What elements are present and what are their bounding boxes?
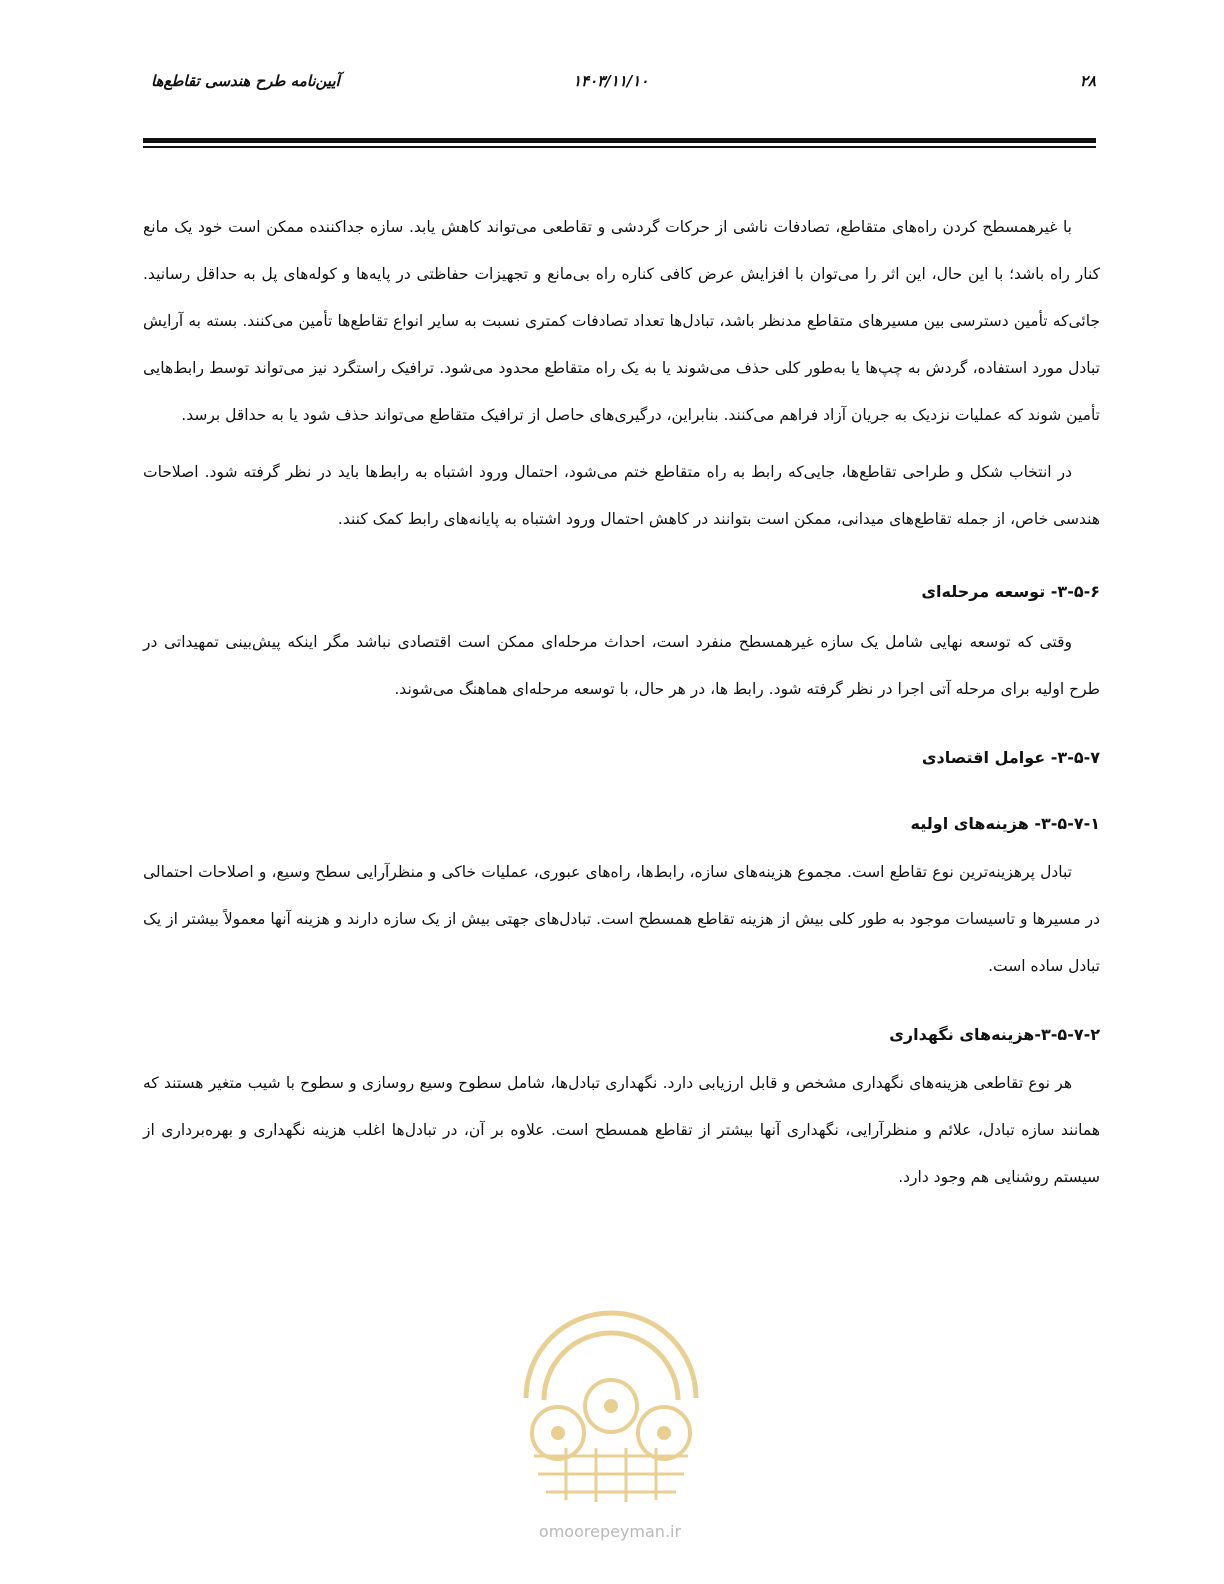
section-heading-economic-factors: ۳-۵-۷- عوامل اقتصادی — [921, 748, 1100, 767]
page-header — [143, 72, 1096, 102]
watermark-site: omoorepeyman.ir — [538, 1522, 682, 1541]
paragraph-initial-costs: تبادل پرهزینه‌ترین نوع تقاطع است. مجموع هزینه‌های سازه، رابط‌ها، راه‌های عبوری، عملیات خاکی و منظرآرایی سطح وسیع، و اصلاحات احتمالی در مسیرها و تاسیسات موجود به طور کلی بیش از هزینه تقاطع همسطح است. تبادل‌های جهتی بیش از یک سازه دارند و هزینه آنها معمولاً بیشتر از یک تبادل ساده است. — [143, 863, 1100, 975]
paragraph-grade-separation-safety: با غیرهمسطح کردن راه‌های متقاطع، تصادفات ناشی از حرکات گردشی و تقاطعی می‌تواند کاهش یابد. سازه جداکننده ممکن است خود یک مانع کنار راه باشد؛ با این حال، این اثر را می‌توان با افزایش عرض کافی کناره راه بی‌مانع و تجهیزات حفاظتی در پایه‌ها و کوله‌های پل به حداقل رسانید. جائی‌که تأمین دسترسی بین مسیرهای متقاطع مدنظر باشد، تبادل‌ها تعداد تصادفات کمتری نسبت به سایر انواع تقاطع‌ها تأمین می‌کنند. بسته به آرایش تبادل مورد استفاده، گردش به چپ‌ها یا به‌طور کلی حذف می‌شوند یا به یک راه متقاطع محدود می‌شود. ترافیک راستگرد نیز می‌تواند توسط رابط‌هایی تأمین شوند که عملیات نزدیک به جریان آزاد فراهم می‌کنند. بنابراین، درگیری‌های حاصل از ترافیک متقاطع می‌تواند حذف شود یا به حداقل برسد. — [143, 218, 1100, 424]
running-title: آیین‌نامه طرح هندسی تقاطع‌ها — [151, 72, 340, 90]
watermark-emblem — [486, 1288, 736, 1513]
page-number: ۲۸ — [1079, 72, 1096, 90]
header-date: ۱۴۰۳/۱۱/۱۰ — [573, 72, 649, 90]
section-heading-maintenance-costs: ۳-۵-۷-۲-هزینه‌های نگهداری — [889, 1025, 1100, 1044]
page-body — [143, 204, 1100, 1201]
section-heading-initial-costs: ۳-۵-۷-۱- هزینه‌های اولیه — [910, 814, 1100, 833]
paragraph-wrong-way-entry: در انتخاب شکل و طراحی تقاطع‌ها، جایی‌که رابط به راه متقاطع ختم می‌شود، احتمال ورود اشتباه به رابط‌ها باید در نظر گرفته شود. اصلاحات هندسی خاص، از جمله تقاطع‌های میدانی، ممکن است بتوانند در کاهش احتمال ورود اشتباه به پایانه‌های رابط کمک کنند. — [143, 463, 1100, 528]
paragraph-maintenance-costs: هر نوع تقاطعی هزینه‌های نگهداری مشخص و قابل ارزیابی دارد. نگهداری تبادل‌ها، شامل سطوح وسیع روسازی و سطوح با شیب متغیر هستند که همانند سازه تبادل، علائم و منظرآرایی، نگهداری آنها بیشتر از تقاطع همسطح است. علاوه بر آن، در تبادل‌ها اغلب هزینه نگهداری و بهره‌برداری از سیستم روشنایی هم وجود دارد. — [143, 1074, 1100, 1186]
header-rule-thin — [143, 146, 1096, 148]
section-heading-staged-development: ۳-۵-۶- توسعه مرحله‌ای — [921, 582, 1100, 601]
header-rule-thick — [143, 138, 1096, 143]
paragraph-staged-development: وقتی که توسعه نهایی شامل یک سازه غیرهمسطح منفرد است، احداث مرحله‌ای ممکن است اقتصادی نباشد مگر اینکه پیش‌بینی تمهیداتی در طرح اولیه برای مرحله آتی اجرا در نظر گرفته شود. رابط ها، در هر حال، با توسعه مرحله‌ای هماهنگ می‌شوند. — [143, 633, 1100, 698]
